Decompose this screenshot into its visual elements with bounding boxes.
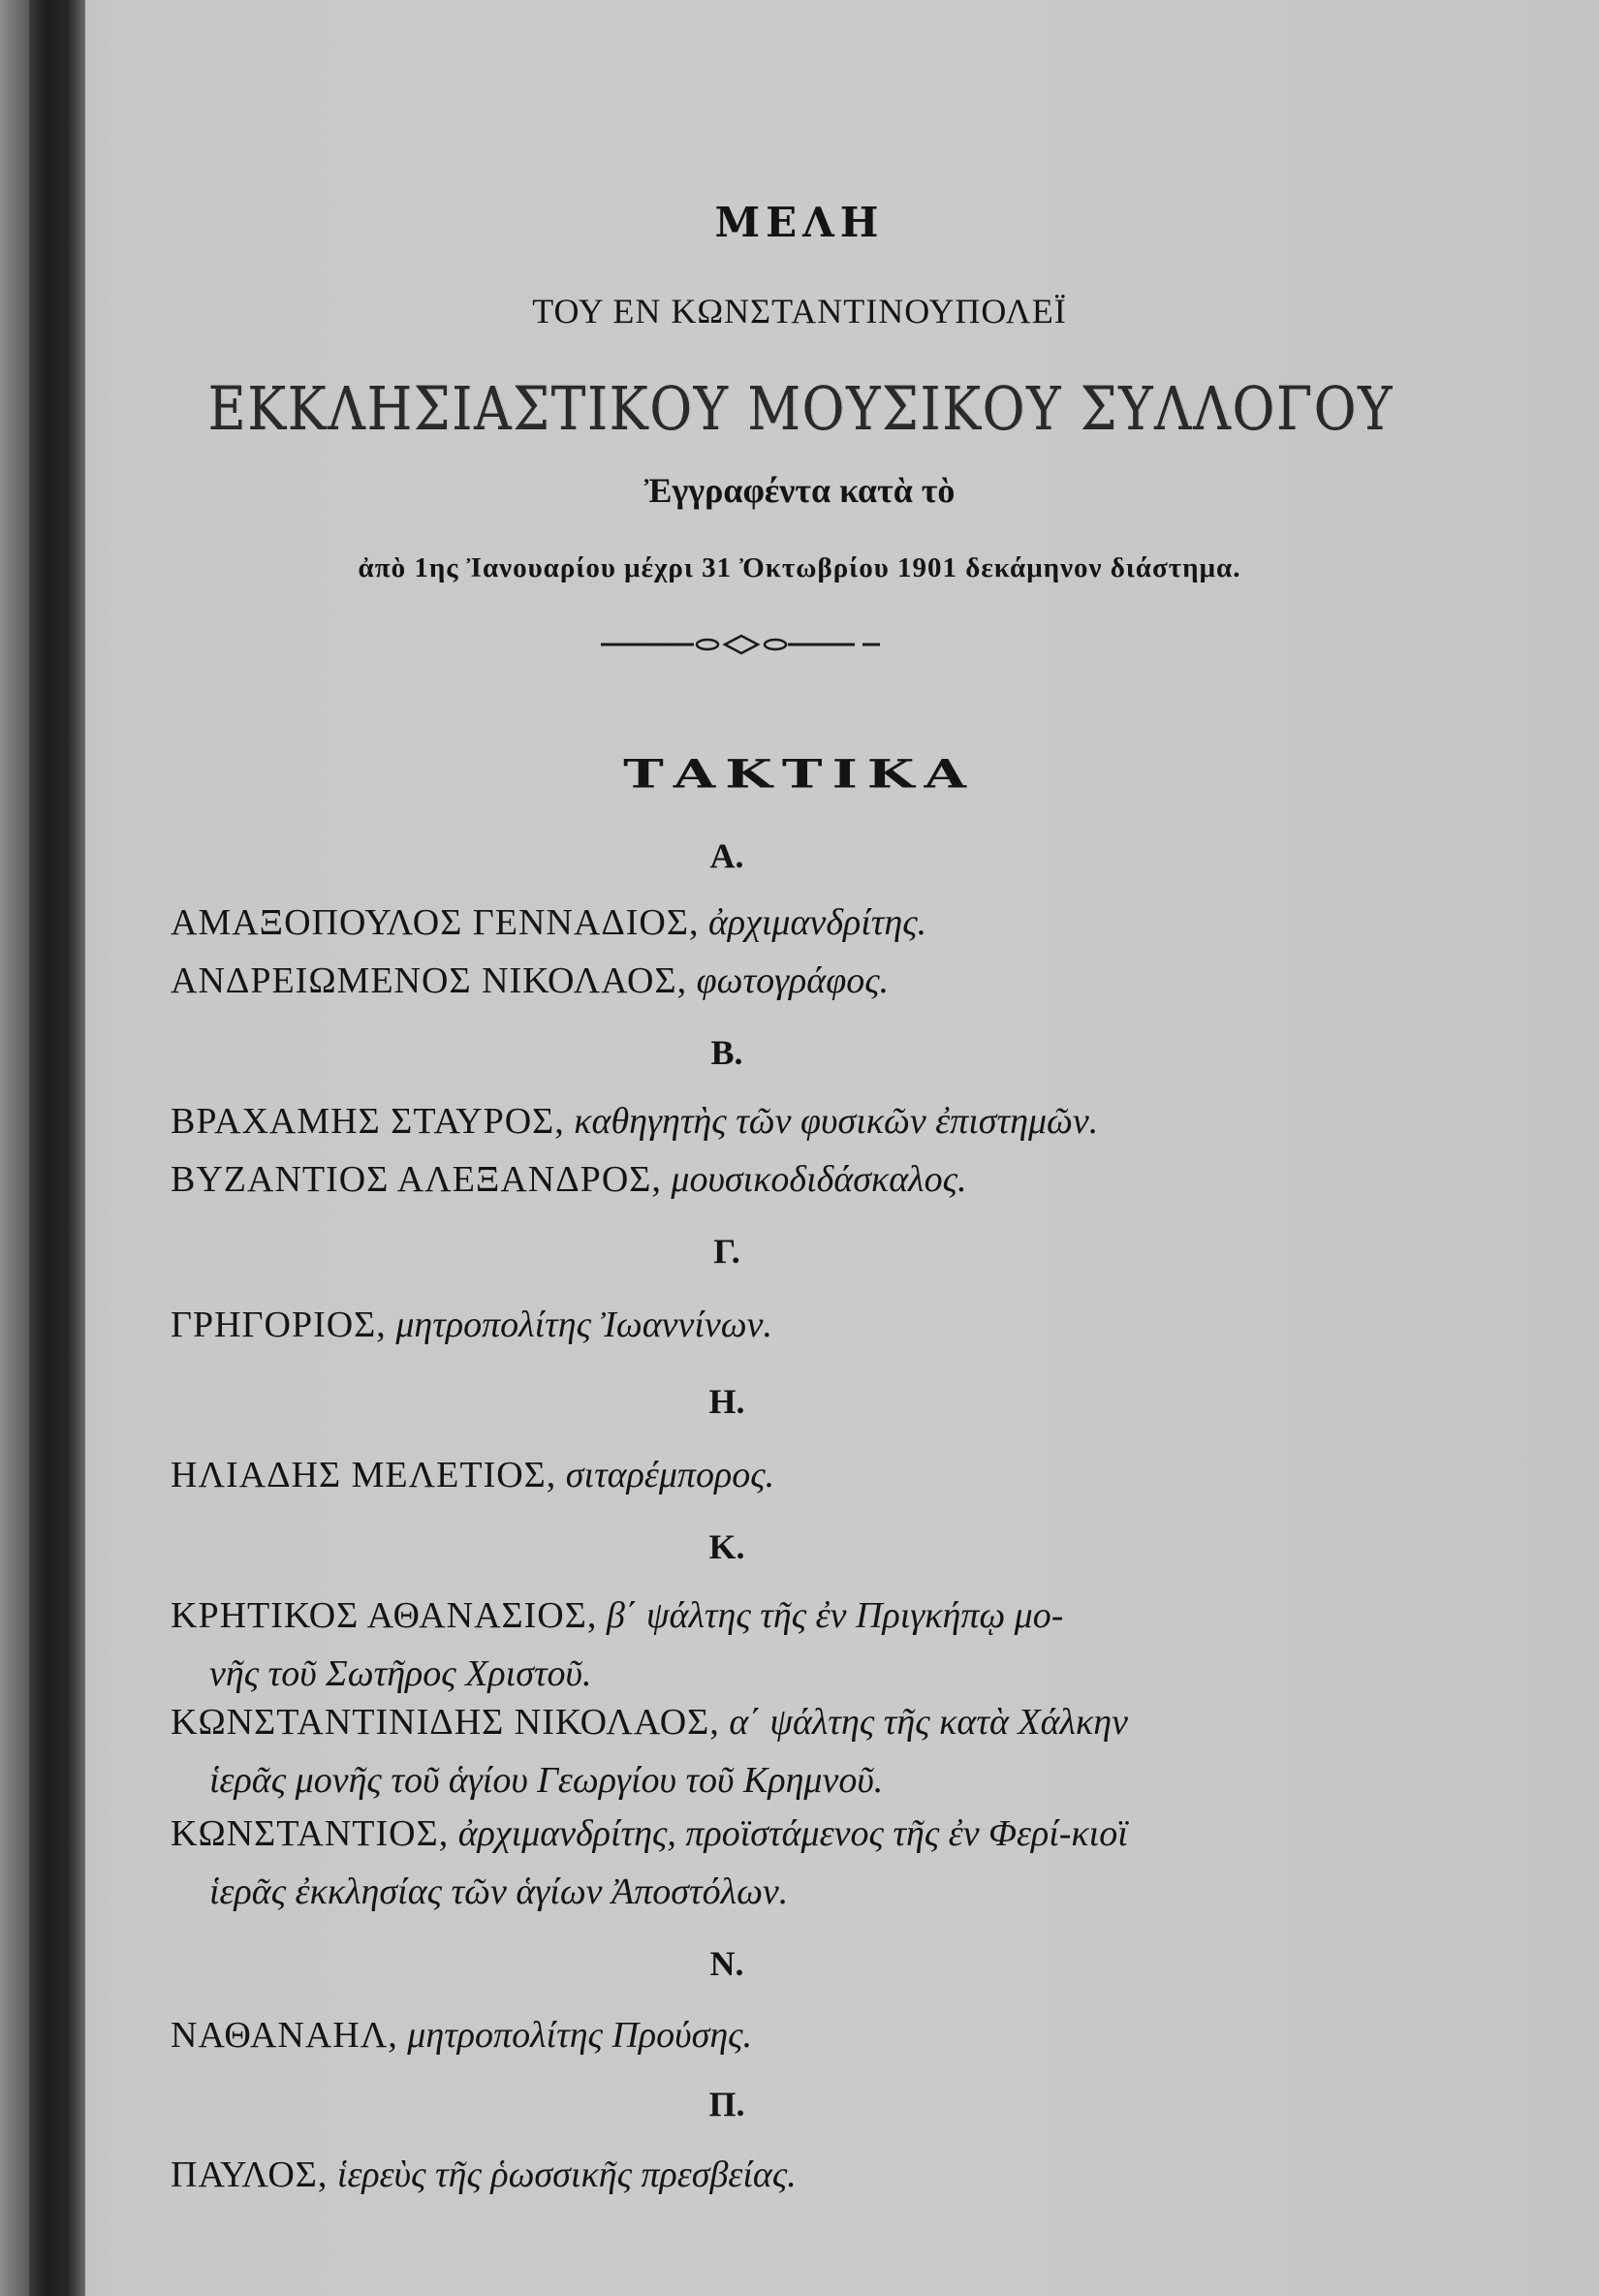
member-description-continued: ἱερᾶς μονῆς τοῦ ἁγίου Γεωργίου τοῦ Κρημνοῦ. bbox=[209, 1760, 884, 1801]
member-entry bbox=[171, 1701, 1128, 1744]
member-description: καθηγητὴς τῶν φυσικῶν ἐπιστημῶν. bbox=[574, 1101, 1099, 1142]
period-line: ἀπὸ 1ης Ἰανουαρίου μέχρι 31 Ὀκτωβρίου 1901 δεκάμηνον διάστημα. bbox=[358, 552, 1241, 583]
member-name: ΓΡΗΓΟΡΙΟΣ, bbox=[171, 1305, 387, 1345]
letter-heading-kappa: Κ. bbox=[708, 1527, 745, 1566]
member-description: μουσικοδιδάσκαλος. bbox=[671, 1159, 967, 1200]
member-entry bbox=[171, 2014, 752, 2057]
member-name: ΝΑΘΑΝΑΗΛ, bbox=[171, 2015, 398, 2056]
letter-heading-beta: Β. bbox=[710, 1033, 743, 1072]
ornament-divider bbox=[601, 625, 882, 664]
member-entry bbox=[171, 1812, 1128, 1855]
member-entry bbox=[171, 1304, 772, 1346]
member-entry bbox=[171, 959, 889, 1002]
member-name: ΚΩΝΣΤΑΝΤΙΝΙΔΗΣ ΝΙΚΟΛΑΟΣ, bbox=[171, 1702, 720, 1743]
member-description-continued: νῆς τοῦ Σωτῆρος Χριστοῦ. bbox=[209, 1653, 592, 1694]
member-description: φωτογράφος. bbox=[696, 960, 890, 1001]
member-name: ΑΜΑΞΟΠΟΥΛΟΣ ΓΕΝΝΑΔΙΟΣ, bbox=[171, 902, 700, 943]
member-description: μητροπολίτης Προύσης. bbox=[407, 2015, 753, 2056]
member-description: ἀρχιμανδρίτης, προϊστάμενος τῆς ἐν Φερί-κιοϊ bbox=[457, 1813, 1128, 1854]
member-name: ΑΝΔΡΕΙΩΜΕΝΟΣ ΝΙΚΟΛΑΟΣ, bbox=[171, 960, 688, 1001]
member-description: ἀρχιμανδρίτης. bbox=[707, 902, 927, 943]
member-entry bbox=[171, 1158, 967, 1201]
member-description-continued: ἱερᾶς ἐκκλησίας τῶν ἁγίων Ἀποστόλων. bbox=[209, 1871, 789, 1912]
letter-heading-nu: Ν. bbox=[709, 1944, 744, 1983]
member-entry bbox=[171, 2154, 797, 2196]
member-entry bbox=[171, 1594, 1063, 1637]
letter-heading-pi: Π. bbox=[708, 2085, 745, 2123]
page-title: ΜΕΛΗ bbox=[714, 199, 885, 246]
member-description: ἱερεὺς τῆς ῥωσσικῆς πρεσβείας. bbox=[336, 2154, 797, 2195]
page-subtitle: ΤΟΥ ΕΝ ΚΩΝΣΤΑΝΤΙΝΟΥΠΟΛΕΪ bbox=[532, 292, 1067, 330]
member-entry bbox=[171, 901, 926, 944]
member-entry bbox=[171, 1454, 774, 1496]
member-entry bbox=[171, 1100, 1098, 1143]
society-name: ΕΚΚΛΗΣΙΑΣΤΙΚΟΥ ΜΟΥΣΙΚΟΥ ΣΥΛΛΟΓΟΥ bbox=[207, 373, 1395, 444]
member-description: α΄ ψάλτης τῆς κατὰ Χάλκην bbox=[729, 1702, 1128, 1743]
registered-line: Ἐγγραφέντα κατὰ τὸ bbox=[643, 471, 956, 510]
letter-heading-eta: Η. bbox=[708, 1382, 745, 1421]
member-name: ΗΛΙΑΔΗΣ ΜΕΛΕΤΙΟΣ, bbox=[171, 1455, 557, 1495]
letter-heading-alpha: Α. bbox=[709, 836, 744, 875]
letter-heading-gamma: Γ. bbox=[713, 1232, 740, 1271]
member-name: ΒΥΖΑΝΤΙΟΣ ΑΛΕΞΑΝΔΡΟΣ, bbox=[171, 1159, 662, 1200]
member-name: ΚΩΝΣΤΑΝΤΙΟΣ, bbox=[171, 1813, 450, 1854]
member-name: ΠΑΥΛΟΣ, bbox=[171, 2154, 329, 2195]
member-name: ΒΡΑΧΑΜΗΣ ΣΤΑΥΡΟΣ, bbox=[171, 1101, 565, 1142]
member-description: β΄ ψάλτης τῆς ἐν Πριγκήπῳ μο- bbox=[606, 1595, 1064, 1636]
section-title: ΤΑΚΤΙΚΑ bbox=[623, 751, 976, 798]
member-name: ΚΡΗΤΙΚΟΣ ΑΘΑΝΑΣΙΟΣ, bbox=[171, 1595, 598, 1636]
member-description: μητροπολίτης Ἰωαννίνων. bbox=[395, 1305, 772, 1345]
member-description: σιταρέμπορος. bbox=[565, 1455, 775, 1495]
